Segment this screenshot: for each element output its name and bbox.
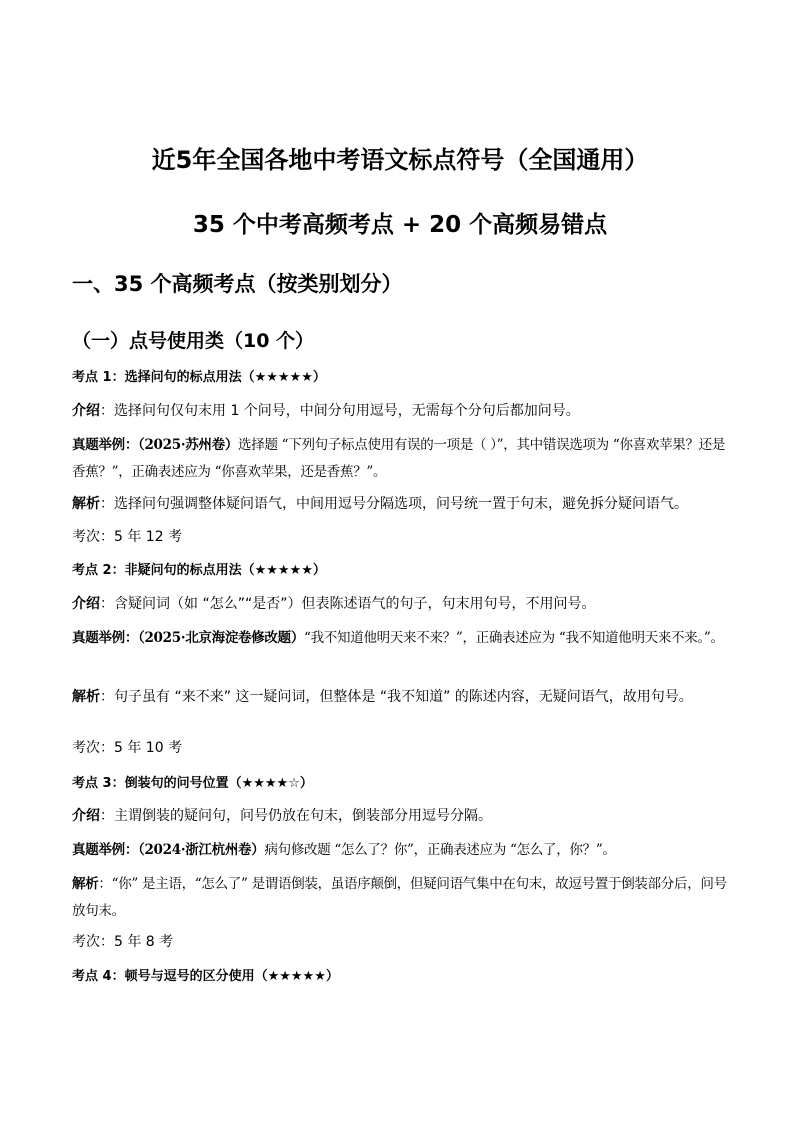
intro-label: 介绍: [72, 808, 100, 824]
analysis-label: 解析: [72, 876, 99, 892]
intro-text: ：选择问句仅句末用 1 个问号，中间分句用逗号，无需每个分句后都加问号。: [100, 403, 580, 419]
analysis-label: 解析: [72, 496, 100, 512]
example-text: 病句修改题 “怎么了？你”，正确表述应为 “怎么了，你？”。: [264, 842, 616, 858]
point-heading: 考点 1：选择问句的标点用法（★★★★★）: [72, 370, 326, 385]
example-text: 选择题 “下列句子标点使用有误的一项是（ ）”，其中错误选项为 “你喜欢苹果？还是香蕉？”，正确表述应为 “你喜欢苹果，还是香蕉？”。: [72, 437, 726, 480]
example-source: ：（2025·北京海淀卷修改题）: [124, 630, 305, 646]
section-heading: 一、35 个高频考点（按类别划分）: [72, 272, 403, 296]
analysis-text: ：选择问句强调整体疑问语气，中间用逗号分隔选项，问号统一置于句末，避免拆分疑问语气。: [100, 496, 688, 512]
example-source: ：（2024·浙江杭州卷）: [124, 842, 265, 858]
point-analysis: [72, 491, 732, 518]
point-example: [72, 432, 732, 486]
example-label: 真题举例: [72, 630, 125, 646]
intro-text: ：主谓倒装的疑问句，问号仍放在句末，倒装部分用逗号分隔。: [100, 808, 492, 824]
point-frequency: 考次：5 年 8 考: [72, 934, 174, 950]
document-subtitle: 35 个中考高频考点 + 20 个高频易错点: [192, 212, 608, 238]
example-label: 真题举例: [72, 437, 125, 453]
analysis-label: 解析: [72, 689, 100, 705]
point-frequency: 考次：5 年 12 考: [72, 529, 183, 545]
point-intro: [72, 591, 732, 618]
point-example: [72, 837, 732, 864]
point-example: [72, 625, 732, 652]
point-frequency: 考次：5 年 10 考: [72, 740, 183, 756]
point-heading: 考点 3：倒装句的问号位置（★★★★☆）: [72, 776, 313, 791]
point-analysis: [72, 871, 732, 925]
analysis-text: ：“你” 是主语，“怎么了” 是谓语倒装，虽语序颠倒，但疑问语气集中在句末，故逗号置于倒装部分后，问号放句末。: [72, 876, 727, 919]
intro-label: 介绍: [72, 403, 100, 419]
intro-label: 介绍: [72, 596, 100, 612]
point-heading: 考点 2：非疑问句的标点用法（★★★★★）: [72, 563, 326, 578]
subsection-heading: （一）点号使用类（10 个）: [72, 330, 315, 352]
document-title: 近5年全国各地中考语文标点符号（全国通用）: [151, 146, 649, 174]
analysis-text: ：句子虽有 “来不来” 这一疑问词，但整体是 “我不知道” 的陈述内容，无疑问语气，故用句号。: [100, 689, 693, 705]
example-label: 真题举例: [72, 842, 125, 858]
point-intro: [72, 803, 732, 830]
point-heading: 考点 4：顿号与逗号的区分使用（★★★★★）: [72, 969, 339, 984]
point-analysis: [72, 684, 732, 711]
example-text: “我不知道他明天来不来？”，正确表述应为 “我不知道他明天来不来。”。: [304, 630, 724, 646]
example-source: ：（2025·苏州卷）: [124, 437, 239, 453]
point-intro: [72, 398, 732, 425]
intro-text: ：含疑问词（如 “怎么”“是否”）但表陈述语气的句子，句末用句号，不用问号。: [100, 596, 596, 612]
